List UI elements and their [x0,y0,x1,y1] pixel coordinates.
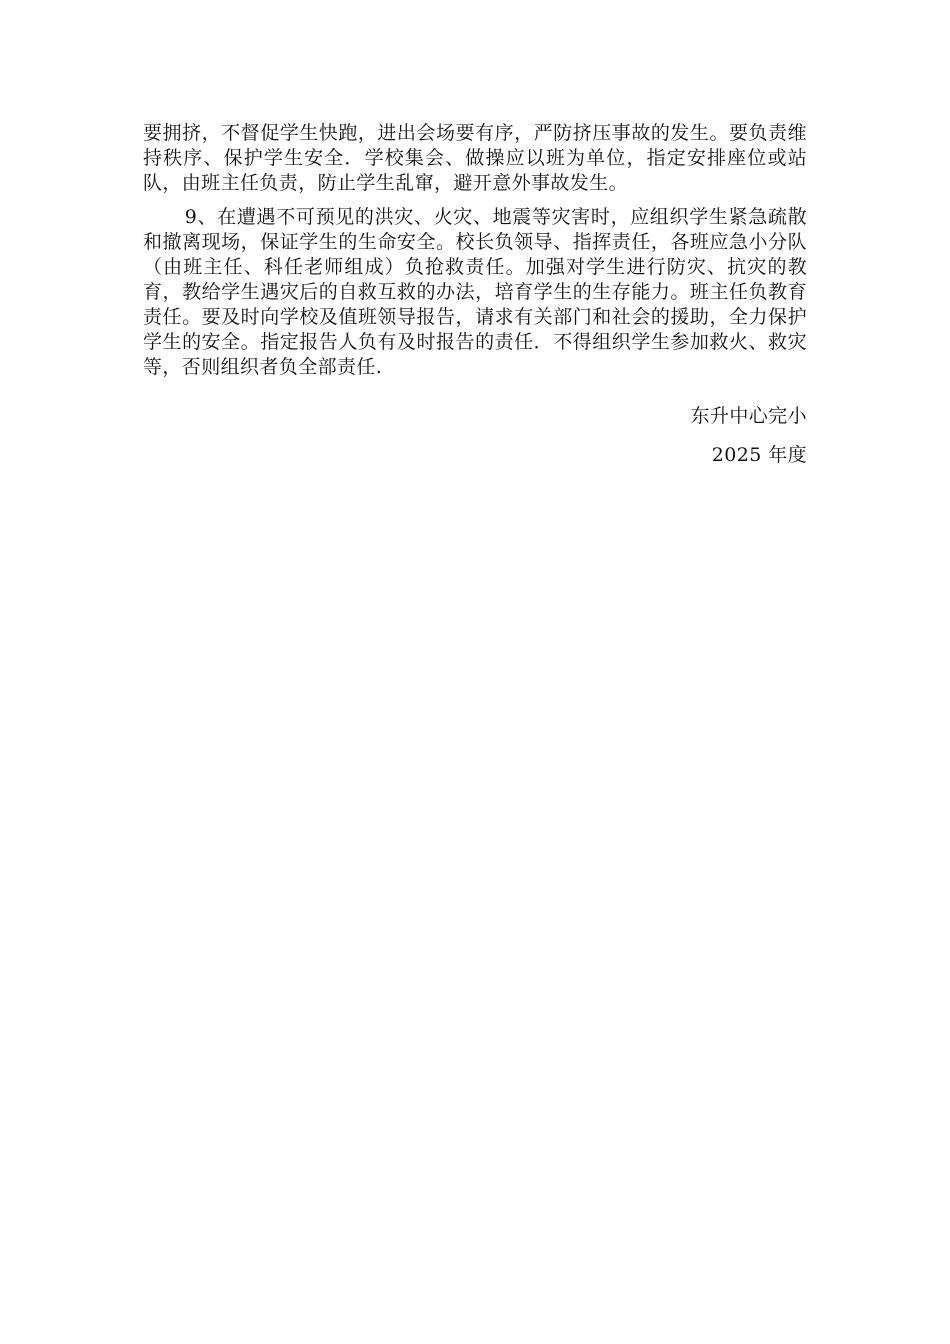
paragraph-continuation: 要拥挤，不督促学生快跑，进出会场要有序，严防挤压事故的发生。要负责维持秩序、保护学生安全．学校集会、做操应以班为单位，指定安排座位或站队，由班主任负责，防止学生乱窜，避开意外事故发生。 [143,122,807,194]
paragraph-item-9: 9、在遭遇不可预见的洪灾、火灾、地震等灾害时，应组织学生紧急疏散和撤离现场，保证学生的生命安全。校长负领导、指挥责任，各班应急小分队（由班主任、科任老师组成）负抢救责任。加强对学生进行防灾、抗灾的教育，教给学生遇灾后的自救互救的办法，培育学生的生存能力。班主任负教育责任。要及时向学校及值班领导报告，请求有关部门和社会的援助，全力保护学生的安全。指定报告人负有及时报告的责任．不得组织学生参加救火、救灾等，否则组织者负全部责任. [143,206,807,378]
document-body [143,121,807,468]
signature-school: 东升中心完小 [690,405,807,427]
signature-year: 2025 年度 [711,444,807,466]
